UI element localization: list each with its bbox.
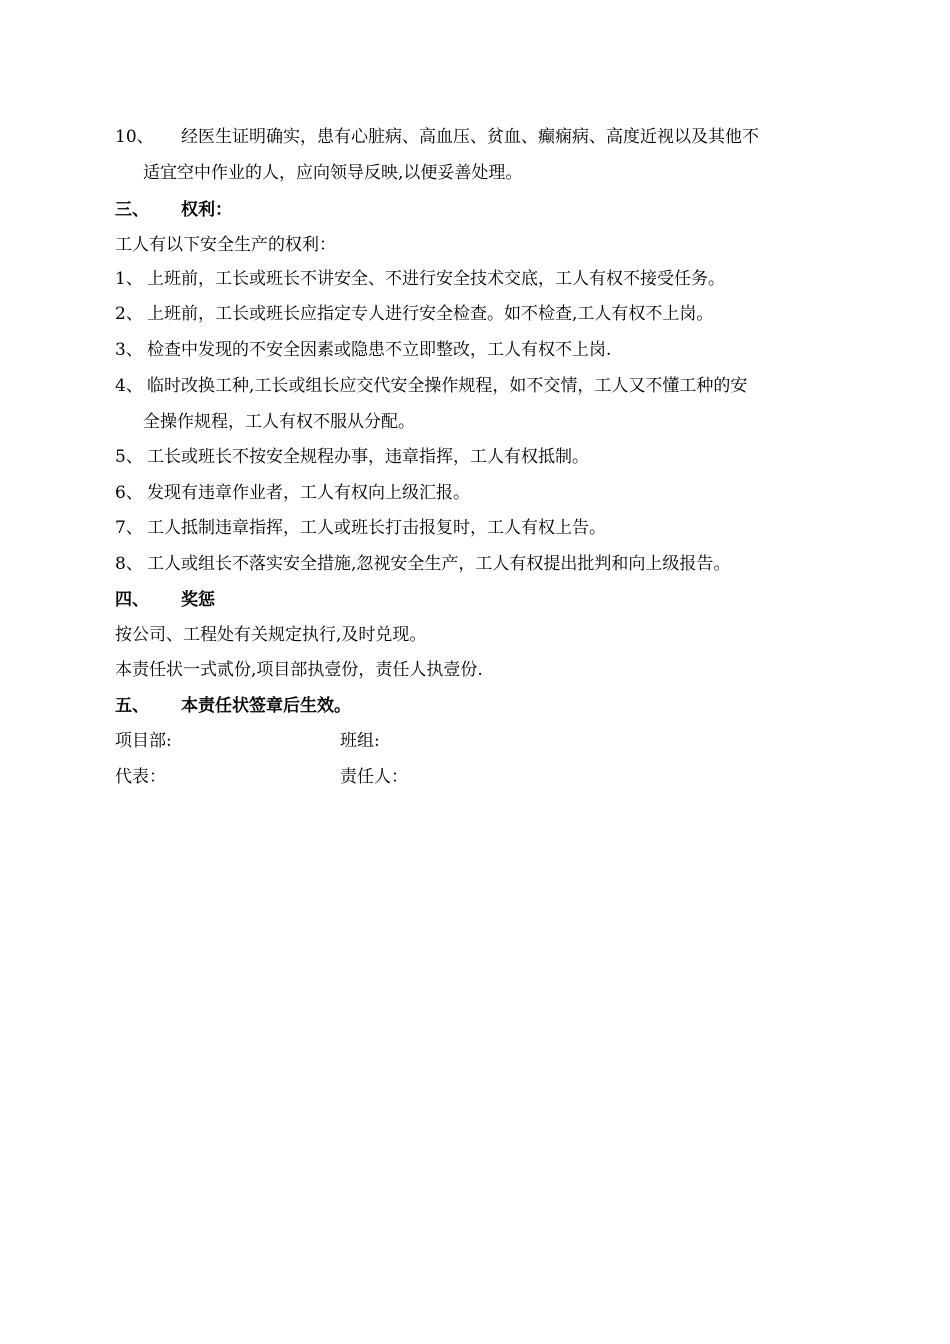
section-5-number: 五、 [115,696,149,716]
rights-item-3-text: 检查中发现的不安全因素或隐患不立即整改，工人有权不上岗. [147,340,612,360]
rights-item-4-number: 4、 [115,376,143,396]
rights-item-4-text-line2: 全操作规程，工人有权不服从分配。 [143,412,415,432]
rights-item-6-text: 发现有违章作业者，工人有权向上级汇报。 [147,483,470,503]
rights-item-7-number: 7、 [115,518,143,538]
rights-item-2-number: 2、 [115,304,143,324]
rights-item-5-text: 工长或班长不按安全规程办事，违章指挥，工人有权抵制。 [147,447,589,467]
rights-intro: 工人有以下安全生产的权利： [115,235,336,255]
rights-item-6-number: 6、 [115,483,143,503]
rights-item-8-text: 工人或组长不落实安全措施,忽视安全生产，工人有权提出批判和向上级报告。 [147,554,731,574]
rights-item-1-number: 1、 [115,269,143,289]
rights-item-1-text: 上班前，工长或班长不讲安全、不进行安全技术交底，工人有权不接受任务。 [147,269,725,289]
copies-text: 本责任状一式贰份,项目部执壹份，责任人执壹份. [115,660,483,680]
signature-team: 班组: [340,731,380,751]
reward-text: 按公司、工程处有关规定执行,及时兑现。 [115,625,427,645]
section-4-number: 四、 [115,590,149,610]
item-10-text-line2: 适宜空中作业的人，应向领导反映,以便妥善处理。 [143,163,523,183]
rights-item-8-number: 8、 [115,554,143,574]
rights-item-7-text: 工人抵制违章指挥，工人或班长打击报复时，工人有权上告。 [147,518,606,538]
section-4-title: 奖惩 [181,590,215,610]
section-3-title: 权利： [181,200,232,220]
item-10-number: 10、 [115,127,154,147]
section-5-title: 本责任状签章后生效。 [181,696,351,716]
rights-item-5-number: 5、 [115,447,143,467]
section-3-number: 三、 [115,200,149,220]
signature-representative: 代表： [115,767,166,787]
rights-item-3-number: 3、 [115,340,143,360]
rights-item-2-text: 上班前，工长或班长应指定专人进行安全检查。如不检查,工人有权不上岗。 [147,304,714,324]
signature-project-dept: 项目部: [115,731,172,751]
rights-item-4-text-line1: 临时改换工种,工长或组长应交代安全操作规程，如不交情，工人又不懂工种的安 [147,376,748,396]
item-10-text-line1: 经医生证明确实，患有心脏病、高血压、贫血、癫痫病、高度近视以及其他不 [181,127,759,147]
signature-responsible-person: 责任人： [340,767,408,787]
